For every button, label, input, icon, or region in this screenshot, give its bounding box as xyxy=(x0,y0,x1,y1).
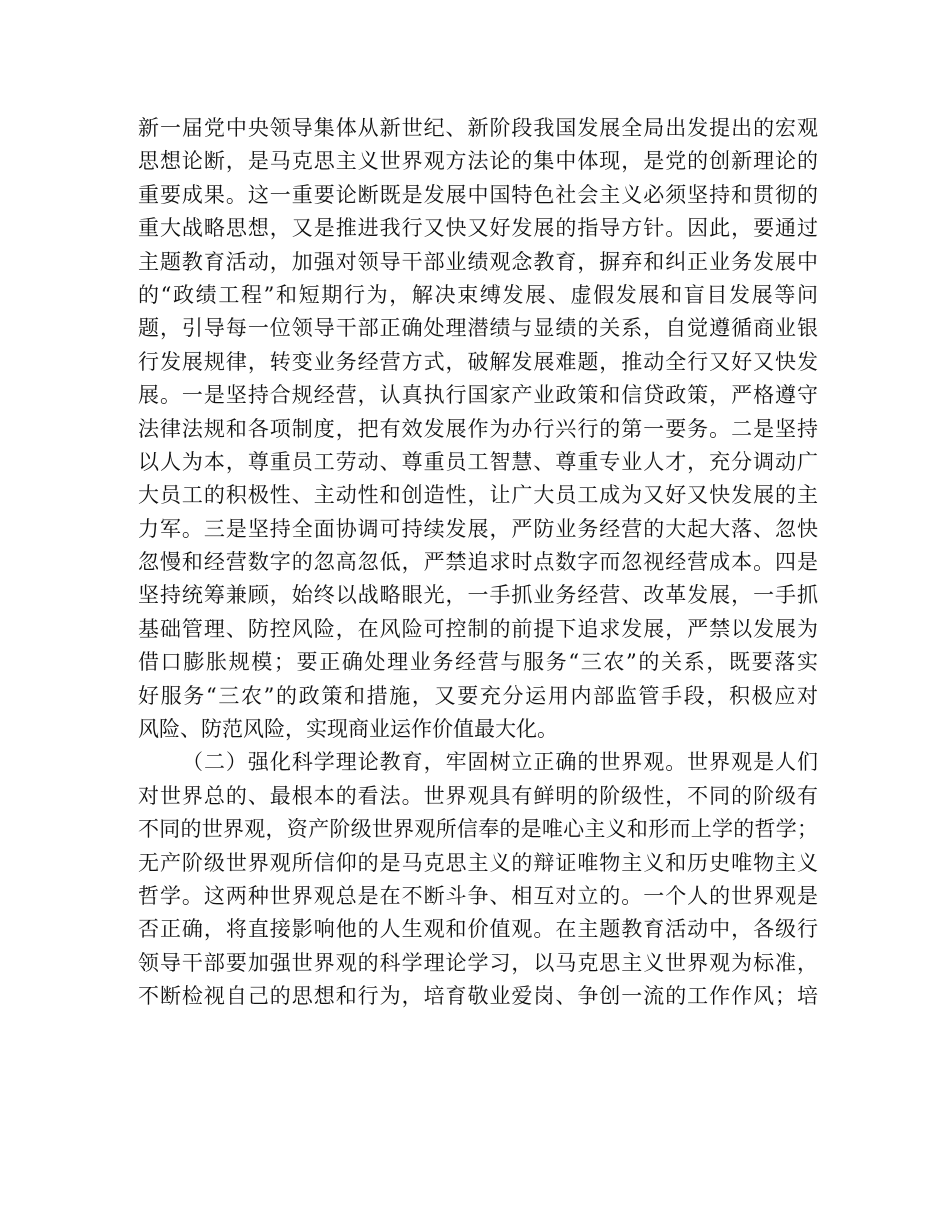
text-line: 不断检视自己的思想和行为，培育敬业爱岗、争创一流的工作作风；培 xyxy=(138,984,818,1009)
text-line: 主题教育活动，加强对领导干部业绩观念教育，摒弃和纠正业务发展中 xyxy=(138,249,818,274)
text-line: 以人为本，尊重员工劳动、尊重员工智慧、尊重专业人才，充分调动广 xyxy=(138,449,818,474)
text-line: 的“政绩工程”和短期行为，解决束缚发展、虚假发展和盲目发展等问 xyxy=(138,282,818,307)
text-line: 法律法规和各项制度，把有效发展作为办行兴行的第一要务。二是坚持 xyxy=(138,416,818,441)
text-line: 哲学。这两种世界观总是在不断斗争、相互对立的。一个人的世界观是 xyxy=(138,883,818,908)
text-line: 忽慢和经营数字的忽高忽低，严禁追求时点数字而忽视经营成本。四是 xyxy=(138,550,818,575)
text-line: 展。一是坚持合规经营，认真执行国家产业政策和信贷政策，严格遵守 xyxy=(138,383,818,408)
text-line: 借口膨胀规模；要正确处理业务经营与服务“三农”的关系，既要落实 xyxy=(138,650,818,675)
text-line: 重大战略思想，又是推进我行又快又好发展的指导方针。因此，要通过 xyxy=(138,216,818,241)
text-line: 思想论断，是马克思主义世界观方法论的集中体现，是党的创新理论的 xyxy=(138,149,818,174)
text-line: 大员工的积极性、主动性和创造性，让广大员工成为又好又快发展的主 xyxy=(138,483,818,508)
text-line: 不同的世界观，资产阶级世界观所信奉的是唯心主义和形而上学的哲学； xyxy=(138,817,818,842)
text-line: 好服务“三农”的政策和措施，又要充分运用内部监管手段，积极应对 xyxy=(138,683,818,708)
text-line: 否正确，将直接影响他的人生观和价值观。在主题教育活动中，各级行 xyxy=(138,917,818,942)
text-line: 基础管理、防控风险，在风险可控制的前提下追求发展，严禁以发展为 xyxy=(138,616,818,641)
text-line: 新一届党中央领导集体从新世纪、新阶段我国发展全局出发提出的宏观 xyxy=(138,116,818,140)
text-line: 坚持统筹兼顾，始终以战略眼光，一手抓业务经营、改革发展，一手抓 xyxy=(138,583,818,608)
text-line: 无产阶级世界观所信仰的是马克思主义的辩证唯物主义和历史唯物主义 xyxy=(138,850,818,875)
text-line: 力军。三是坚持全面协调可持续发展，严防业务经营的大起大落、忽快 xyxy=(138,516,818,541)
text-line: 领导干部要加强世界观的科学理论学习，以马克思主义世界观为标准， xyxy=(138,950,818,975)
text-line: 重要成果。这一重要论断既是发展中国特色社会主义必须坚持和贯彻的 xyxy=(138,182,818,207)
paragraph-end-line: 风险、防范风险，实现商业运作价值最大化。 xyxy=(138,717,558,742)
section-heading-line: （二）强化科学理论教育，牢固树立正确的世界观。世界观是人们 xyxy=(182,750,818,775)
text-line: 题，引导每一位领导干部正确处理潜绩与显绩的关系，自觉遵循商业银 xyxy=(138,316,818,341)
text-line: 行发展规律，转变业务经营方式，破解发展难题，推动全行又好又快发 xyxy=(138,349,818,374)
text-line: 对世界总的、最根本的看法。世界观具有鲜明的阶级性，不同的阶级有 xyxy=(138,783,818,808)
body-text xyxy=(138,112,818,1014)
